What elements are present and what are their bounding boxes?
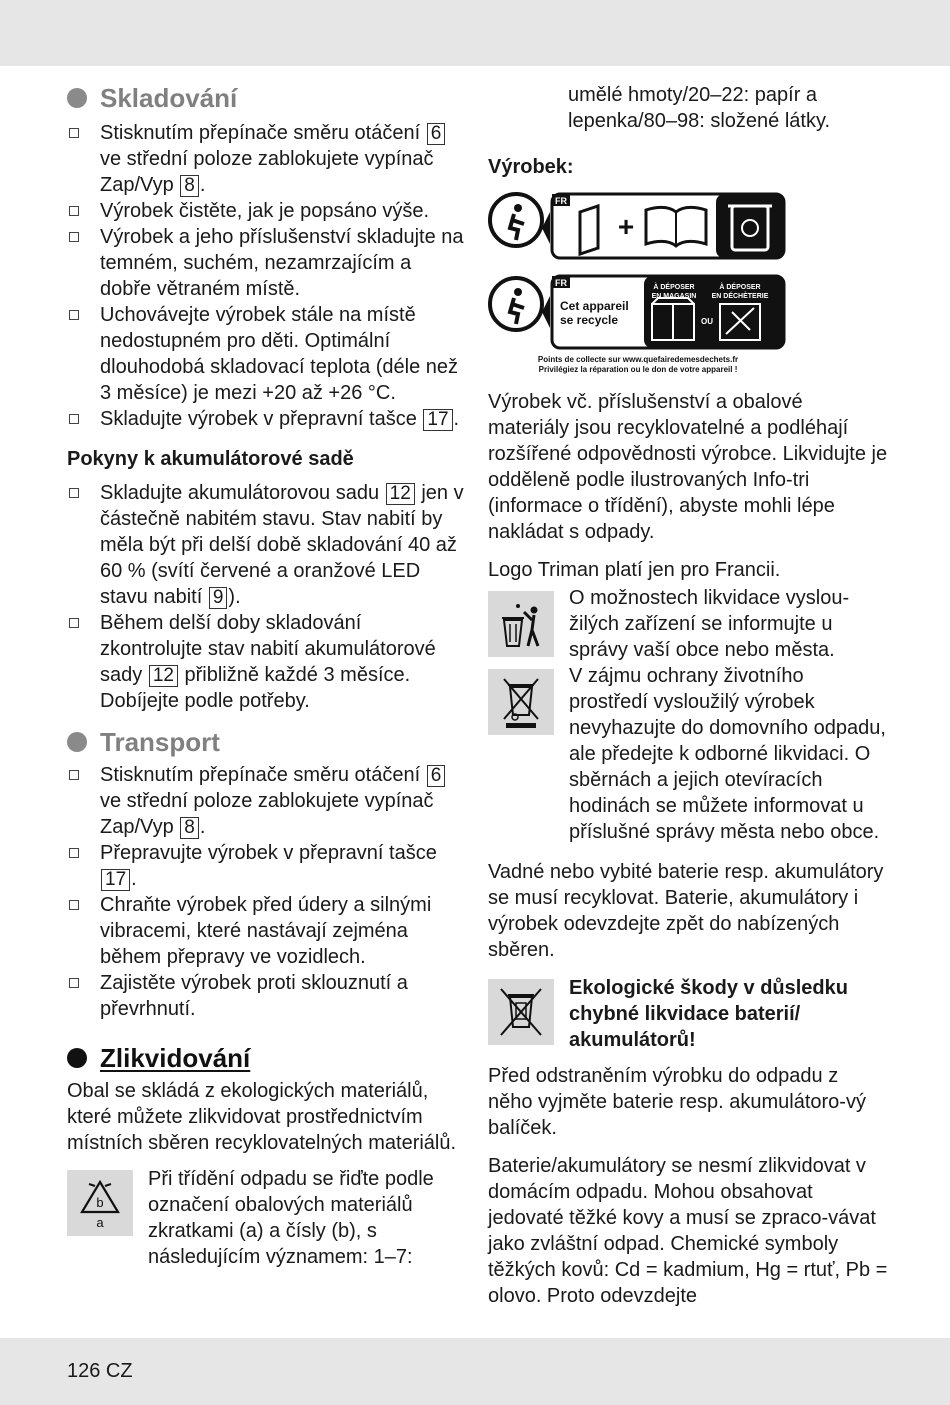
weee-info-text: V zájmu ochrany životního prostředí vysloužilý výrobek nevyhazujte do domovního odpadu, ale předejte k odborné likvidaci. O sběrnách a jejich otevíracích hodinách se můžete informovat u příslušné správy města nebo obce. [569, 665, 886, 843]
svg-text:À DÉPOSER: À DÉPOSER [653, 284, 695, 291]
trash-bin-person-icon [488, 591, 554, 657]
svg-text:EN DÉCHÈTERIE: EN DÉCHÈTERIE [711, 293, 769, 300]
battery-disposal-paragraph: Baterie/akumulátory se nesmí zlikvidovat v domácím odpadu. Mohou obsahovat jedovaté těžké kovy a musí se zpraco-vávat jako zvláštní odpad. Chemické symboly těžkých kovů: Cd = kadmium, Hg = rtuť, Pb = olovo. Proto odevzdejte [488, 1155, 888, 1307]
footer-band [0, 1338, 950, 1405]
part-number: 6 [427, 765, 446, 787]
list-item: Uchovávejte výrobek stále na místě nedostupném pro děti. Optimální dlouhodobá skladovací teplota (déle než 3 měsíce) je mezi +20 až +26 °C. [67, 302, 467, 406]
svg-text:se recycle: se recycle [560, 313, 619, 327]
checkbox-square-icon [69, 900, 79, 910]
battery-warning-text: Ekologické škody v důsledku chybné likvidace baterií/ akumulátorů! [569, 977, 848, 1051]
triman-logo [488, 190, 888, 385]
checkbox-square-icon [69, 310, 79, 320]
checkbox-square-icon [69, 488, 79, 498]
product-label: Výrobek: [488, 156, 574, 178]
svg-text:À DÉPOSER: À DÉPOSER [719, 284, 761, 291]
section-heading-transport: Transport [67, 726, 467, 758]
bin-info-text: O možnostech likvidace vyslou-žilých zařízení se informujte u správy vaší obce nebo města. [569, 587, 850, 661]
svg-text:FR: FR [555, 278, 567, 288]
svg-text:EN MAGASIN: EN MAGASIN [651, 293, 697, 300]
list-item: Skladujte akumulátorovou sadu 12 jen v částečně nabitém stavu. Stav nabití by měla být při delší době skladování 40 až 60 % (svítí červené a oranžové LED stavu nabití 9 ). [67, 480, 467, 610]
list-item: Během delší doby skladování zkontrolujte stav nabití akumulátorové sady 12 přibližně každé 3 měsíce. Dobíjejte podle potřeby. [67, 610, 467, 714]
checkbox-square-icon [69, 232, 79, 242]
bullet-dot-icon [67, 732, 87, 752]
remove-battery-paragraph: Před odstraněním výrobku do odpadu z něho vyjměte baterie resp. akumulátoro-vý balíček. [488, 1065, 866, 1139]
recycling-code-row [67, 1170, 467, 1270]
list-item: Výrobek a jeho příslušenství skladujte na temném, suchém, nezamrzajícím a dobře větraném místě. [67, 224, 467, 302]
recycling-paragraph: Výrobek vč. příslušenství a obalové materiály jsou recyklovatelné a podléhají rozšířené odpovědnosti výrobce. Likvidujte je odděleně podle ilustrovaných Info-tri (informace o třídění), abyste mohli lépe nakládat s odpady. [488, 391, 888, 543]
svg-text:Privilégiez la réparation ou l: Privilégiez la réparation ou le don de votre appareil ! [538, 365, 738, 374]
checkbox-square-icon [69, 414, 79, 424]
list-item: Chraňte výrobek před údery a silnými vibracemi, které nastávají zejména během přepravy ve vozidlech. [67, 892, 467, 970]
section-heading-storage: Skladování [67, 82, 467, 114]
list-item: Zajistěte výrobek proti sklouznutí a převrhnutí. [67, 970, 467, 1022]
checkbox-square-icon [69, 848, 79, 858]
materials-continued: umělé hmoty/20–22: papír a lepenka/80–98: složené látky. [568, 84, 831, 132]
crossed-bin-battery-icon [488, 979, 554, 1045]
svg-text:OU: OU [701, 317, 713, 326]
checkbox-square-icon [69, 206, 79, 216]
part-number: 8 [180, 175, 199, 197]
part-number: 6 [427, 123, 446, 145]
svg-text:+: + [617, 211, 635, 242]
crossed-wheelie-bin-icon [488, 669, 554, 735]
list-item: Výrobek čistěte, jak je popsáno výše. [67, 198, 467, 224]
part-number: 17 [101, 869, 130, 891]
bullet-dot-icon [67, 1048, 87, 1068]
battery-recycle-paragraph: Vadné nebo vybité baterie resp. akumulátory se musí recyklovat. Baterie, akumulátory i výrobek odevzdejte zpět do nabízených sběren. [488, 861, 884, 961]
svg-text:FR: FR [555, 196, 567, 206]
section-heading-disposal: Zlikvidování [67, 1042, 467, 1074]
svg-text:a: a [96, 1215, 104, 1230]
right-column [488, 82, 888, 1309]
disposal-intro: Obal se skládá z ekologických materiálů, které můžete zlikvidovat prostřednictvím místních sběren recyklovatelných materiálů. [67, 1080, 457, 1154]
checkbox-square-icon [69, 978, 79, 988]
svg-text:Cet appareil: Cet appareil [560, 299, 629, 313]
list-item: Stisknutím přepínače směru otáčení 6 ve střední poloze zablokujete vypínač Zap/Vyp 8 . [67, 762, 467, 840]
checkbox-square-icon [69, 770, 79, 780]
header-band [0, 0, 950, 66]
checkbox-square-icon [69, 618, 79, 628]
bullet-dot-icon [67, 88, 87, 108]
recycling-triangle-icon [67, 1170, 133, 1236]
list-item: Stisknutím přepínače směru otáčení 6 ve střední poloze zablokujete vypínač Zap/Vyp 8 . [67, 120, 467, 198]
subheading-battery: Pokyny k akumulátorové sadě [67, 448, 354, 470]
battery-list [67, 480, 467, 714]
triman-person-icon [490, 194, 542, 246]
weee-info-row [488, 665, 888, 845]
part-number: 8 [180, 817, 199, 839]
part-number: 12 [386, 483, 415, 505]
transport-list [67, 762, 467, 1022]
left-column [67, 82, 467, 1270]
sorting-text: Při třídění odpadu se řiďte podle označení obalových materiálů zkratkami (a) a čísly (b), s následujícím významem: 1–7: [148, 1168, 434, 1268]
bin-info-row [488, 587, 888, 663]
list-item: Přepravujte výrobek v přepravní tašce 17 . [67, 840, 467, 892]
storage-list [67, 120, 467, 432]
page-number: 126 CZ [67, 1360, 133, 1382]
list-item: Skladujte výrobek v přepravní tašce 17 . [67, 406, 467, 432]
svg-text:b: b [96, 1195, 104, 1210]
part-number: 17 [423, 409, 452, 431]
svg-text:Points de collecte sur www.que: Points de collecte sur www.quefairedemesdechets.fr [537, 355, 739, 364]
triman-note: Logo Triman platí jen pro Francii. [488, 559, 781, 581]
part-number: 12 [149, 665, 178, 687]
part-number: 9 [209, 587, 228, 609]
battery-warning-row [488, 979, 888, 1053]
checkbox-square-icon [69, 128, 79, 138]
